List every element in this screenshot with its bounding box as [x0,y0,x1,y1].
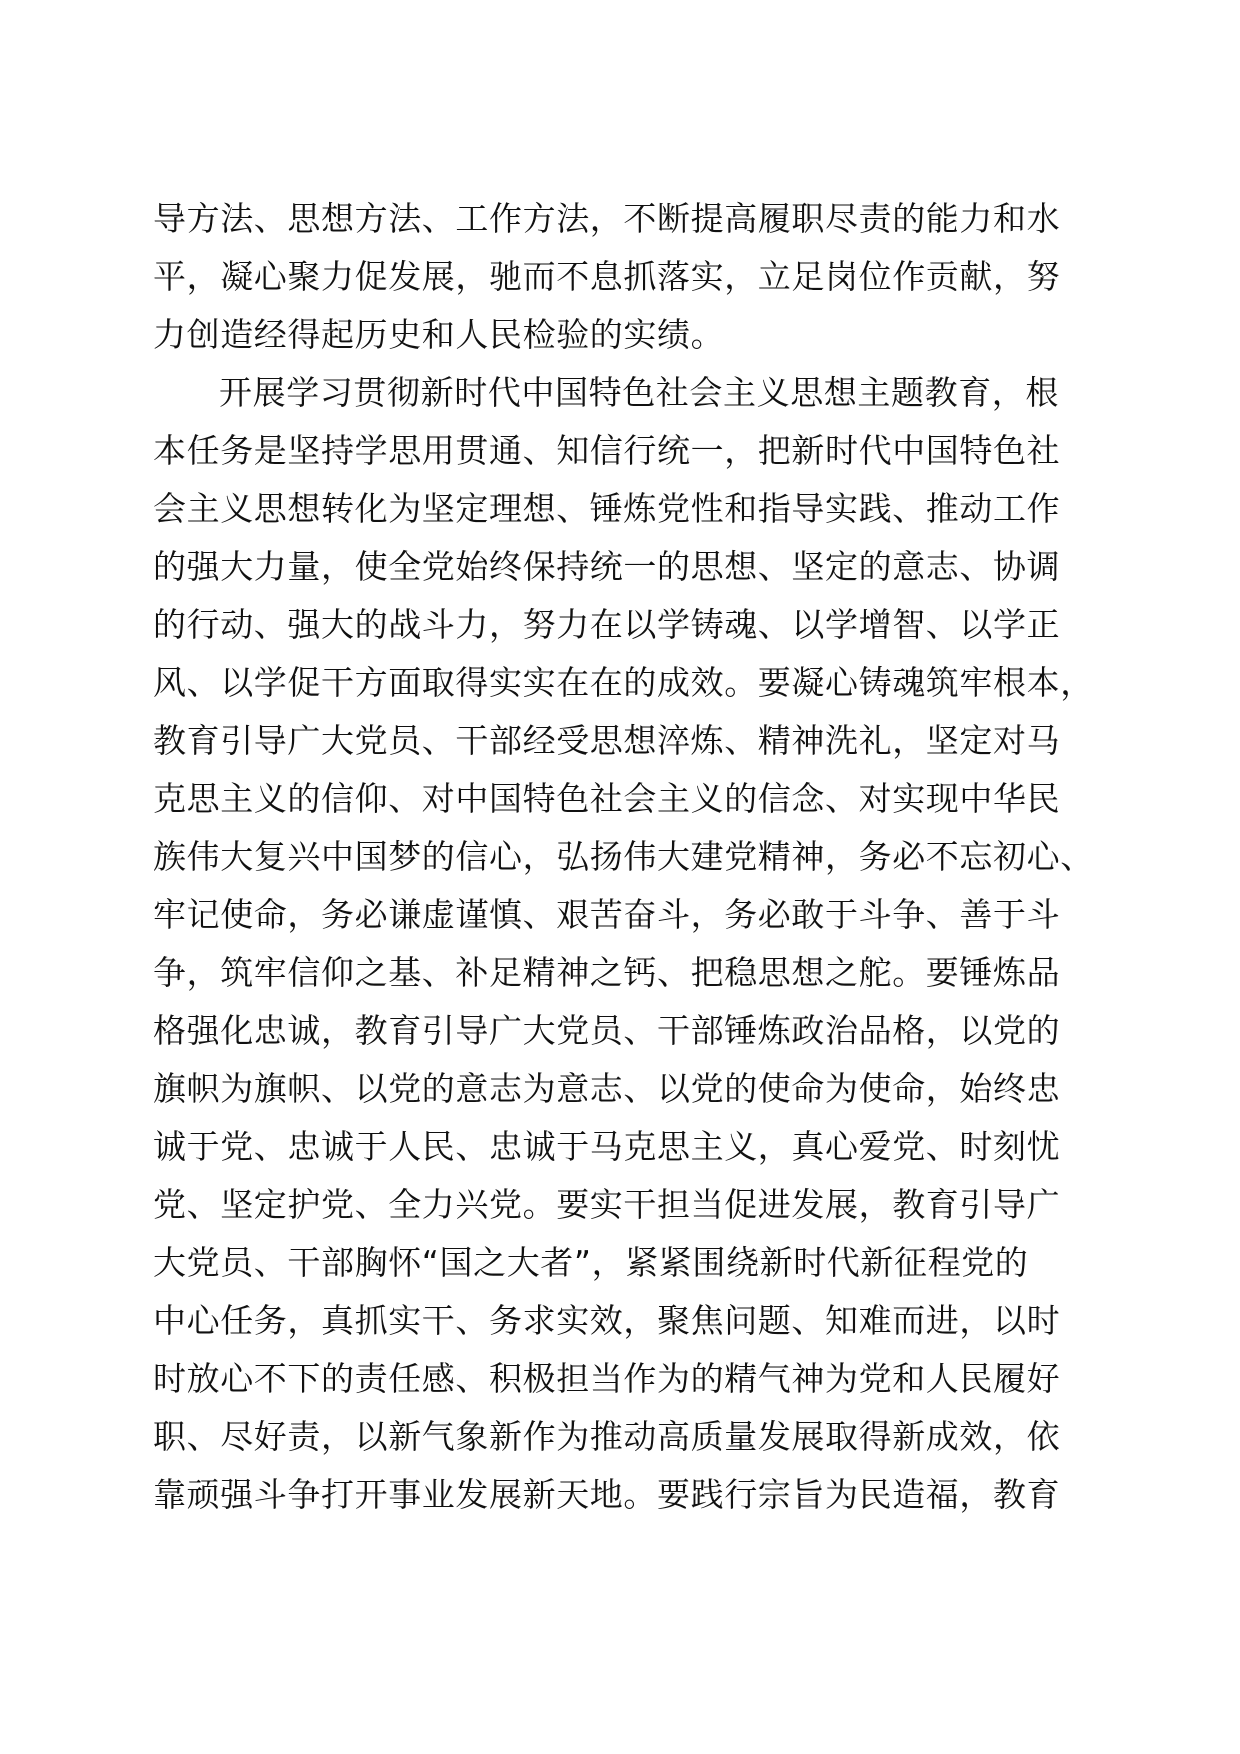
text-line: 克思主义的信仰、对中国特色社会主义的信念、对实现中华民 [153,779,1061,818]
text-line: 教育引导广大党员、干部经受思想淬炼、精神洗礼，坚定对马 [153,721,1061,760]
text-line: 平，凝心聚力促发展，驰而不息抓落实，立足岗位作贡献，努 [153,257,1061,296]
text-line: 的强大力量，使全党始终保持统一的思想、坚定的意志、协调 [153,547,1061,586]
body-text [153,190,1093,1524]
text-line: 诚于党、忠诚于人民、忠诚于马克思主义，真心爱党、时刻忧 [153,1127,1061,1166]
text-line: 旗帜为旗帜、以党的意志为意志、以党的使命为使命，始终忠 [153,1069,1061,1108]
text-line: 中心任务，真抓实干、务求实效，聚焦问题、知难而进，以时 [153,1301,1061,1340]
text-line: 风、以学促干方面取得实实在在的成效。要凝心铸魂筑牢根本， [153,663,1094,702]
text-line: 的行动、强大的战斗力，努力在以学铸魂、以学增智、以学正 [153,605,1061,644]
text-line: 牢记使命，务必谦虚谨慎、艰苦奋斗，务必敢于斗争、善于斗 [153,895,1061,934]
text-line: 靠顽强斗争打开事业发展新天地。要践行宗旨为民造福，教育 [153,1475,1061,1514]
text-line: 会主义思想转化为坚定理想、锤炼党性和指导实践、推动工作 [153,489,1061,528]
text-line: 本任务是坚持学思用贯通、知信行统一，把新时代中国特色社 [153,431,1061,470]
text-line: 大党员、干部胸怀“国之大者”，紧紧围绕新时代新征程党的 [153,1243,1029,1282]
text-line: 力创造经得起历史和人民检验的实绩。 [153,315,725,354]
paragraph-first-line: 开展学习贯彻新时代中国特色社会主义思想主题教育，根 [219,373,1059,412]
text-line: 时放心不下的责任感、积极担当作为的精气神为党和人民履好 [153,1359,1061,1398]
text-line: 族伟大复兴中国梦的信心，弘扬伟大建党精神，务必不忘初心、 [153,837,1094,876]
text-line: 格强化忠诚，教育引导广大党员、干部锤炼政治品格，以党的 [153,1011,1061,1050]
text-line: 导方法、思想方法、工作方法，不断提高履职尽责的能力和水 [153,199,1061,238]
text-line: 争，筑牢信仰之基、补足精神之钙、把稳思想之舵。要锤炼品 [153,953,1061,992]
text-line: 党、坚定护党、全力兴党。要实干担当促进发展，教育引导广 [153,1185,1061,1224]
text-line: 职、尽好责，以新气象新作为推动高质量发展取得新成效，依 [153,1417,1061,1456]
